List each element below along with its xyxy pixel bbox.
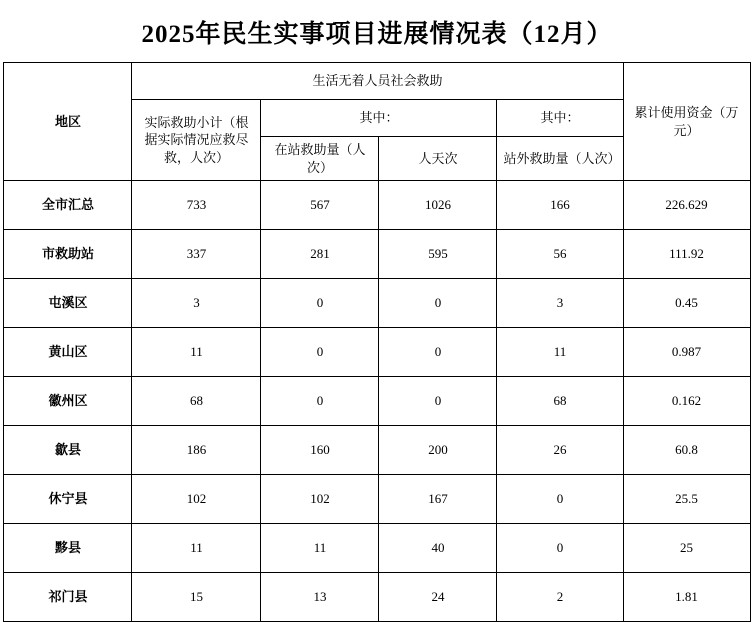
cell-in-station: 11 — [261, 524, 379, 573]
cell-region: 全市汇总 — [4, 181, 132, 230]
report-table — [3, 62, 750, 622]
table-row — [4, 573, 750, 622]
table-row — [4, 328, 750, 377]
header-out-station: 站外救助量（人次） — [497, 137, 623, 181]
header-total-aid: 实际救助小计（根据实际情况应救尽救，人次） — [132, 100, 261, 181]
cell-total-aid: 11 — [132, 524, 261, 573]
cell-person-days: 1026 — [379, 181, 497, 230]
header-cumulative-funds: 累计使用资金（万元） — [623, 63, 750, 181]
cell-out-station: 68 — [497, 377, 623, 426]
cell-in-station: 13 — [261, 573, 379, 622]
header-region: 地区 — [4, 63, 132, 181]
cell-cumulative-funds: 1.81 — [623, 573, 750, 622]
header-row-group — [4, 63, 750, 100]
header-person-days: 人天次 — [379, 137, 497, 181]
cell-person-days: 167 — [379, 475, 497, 524]
table-row — [4, 230, 750, 279]
cell-in-station: 0 — [261, 377, 379, 426]
cell-cumulative-funds: 111.92 — [623, 230, 750, 279]
header-sub-label-1: 其中： — [261, 100, 497, 137]
table-body — [4, 181, 750, 622]
cell-total-aid: 186 — [132, 426, 261, 475]
cell-cumulative-funds: 25 — [623, 524, 750, 573]
cell-out-station: 2 — [497, 573, 623, 622]
table-row — [4, 524, 750, 573]
cell-in-station: 281 — [261, 230, 379, 279]
cell-region: 徽州区 — [4, 377, 132, 426]
table-row — [4, 426, 750, 475]
cell-in-station: 567 — [261, 181, 379, 230]
cell-region: 黄山区 — [4, 328, 132, 377]
cell-in-station: 0 — [261, 328, 379, 377]
cell-cumulative-funds: 60.8 — [623, 426, 750, 475]
cell-in-station: 0 — [261, 279, 379, 328]
header-group-social-aid: 生活无着人员社会救助 — [132, 63, 623, 100]
cell-cumulative-funds: 0.987 — [623, 328, 750, 377]
cell-cumulative-funds: 0.162 — [623, 377, 750, 426]
cell-person-days: 0 — [379, 328, 497, 377]
cell-cumulative-funds: 25.5 — [623, 475, 750, 524]
cell-cumulative-funds: 0.45 — [623, 279, 750, 328]
cell-person-days: 0 — [379, 279, 497, 328]
cell-total-aid: 15 — [132, 573, 261, 622]
cell-person-days: 0 — [379, 377, 497, 426]
cell-out-station: 3 — [497, 279, 623, 328]
cell-total-aid: 11 — [132, 328, 261, 377]
cell-person-days: 200 — [379, 426, 497, 475]
cell-in-station: 160 — [261, 426, 379, 475]
table-header — [4, 63, 750, 181]
cell-person-days: 595 — [379, 230, 497, 279]
cell-out-station: 0 — [497, 524, 623, 573]
cell-out-station: 26 — [497, 426, 623, 475]
cell-out-station: 0 — [497, 475, 623, 524]
cell-out-station: 11 — [497, 328, 623, 377]
header-in-station: 在站救助量（人次） — [261, 137, 379, 181]
cell-region: 黟县 — [4, 524, 132, 573]
page-title: 2025年民生实事项目进展情况表（12月） — [141, 21, 613, 48]
cell-in-station: 102 — [261, 475, 379, 524]
cell-region: 休宁县 — [4, 475, 132, 524]
cell-total-aid: 3 — [132, 279, 261, 328]
cell-region: 歙县 — [4, 426, 132, 475]
cell-total-aid: 68 — [132, 377, 261, 426]
cell-out-station: 166 — [497, 181, 623, 230]
cell-total-aid: 733 — [132, 181, 261, 230]
header-sub-label-2: 其中： — [497, 100, 623, 137]
table-row — [4, 377, 750, 426]
cell-region: 祁门县 — [4, 573, 132, 622]
cell-region: 屯溪区 — [4, 279, 132, 328]
cell-out-station: 56 — [497, 230, 623, 279]
table-row — [4, 181, 750, 230]
cell-total-aid: 102 — [132, 475, 261, 524]
table-row — [4, 475, 750, 524]
cell-cumulative-funds: 226.629 — [623, 181, 750, 230]
table-row — [4, 279, 750, 328]
cell-region: 市救助站 — [4, 230, 132, 279]
cell-person-days: 40 — [379, 524, 497, 573]
cell-total-aid: 337 — [132, 230, 261, 279]
cell-person-days: 24 — [379, 573, 497, 622]
